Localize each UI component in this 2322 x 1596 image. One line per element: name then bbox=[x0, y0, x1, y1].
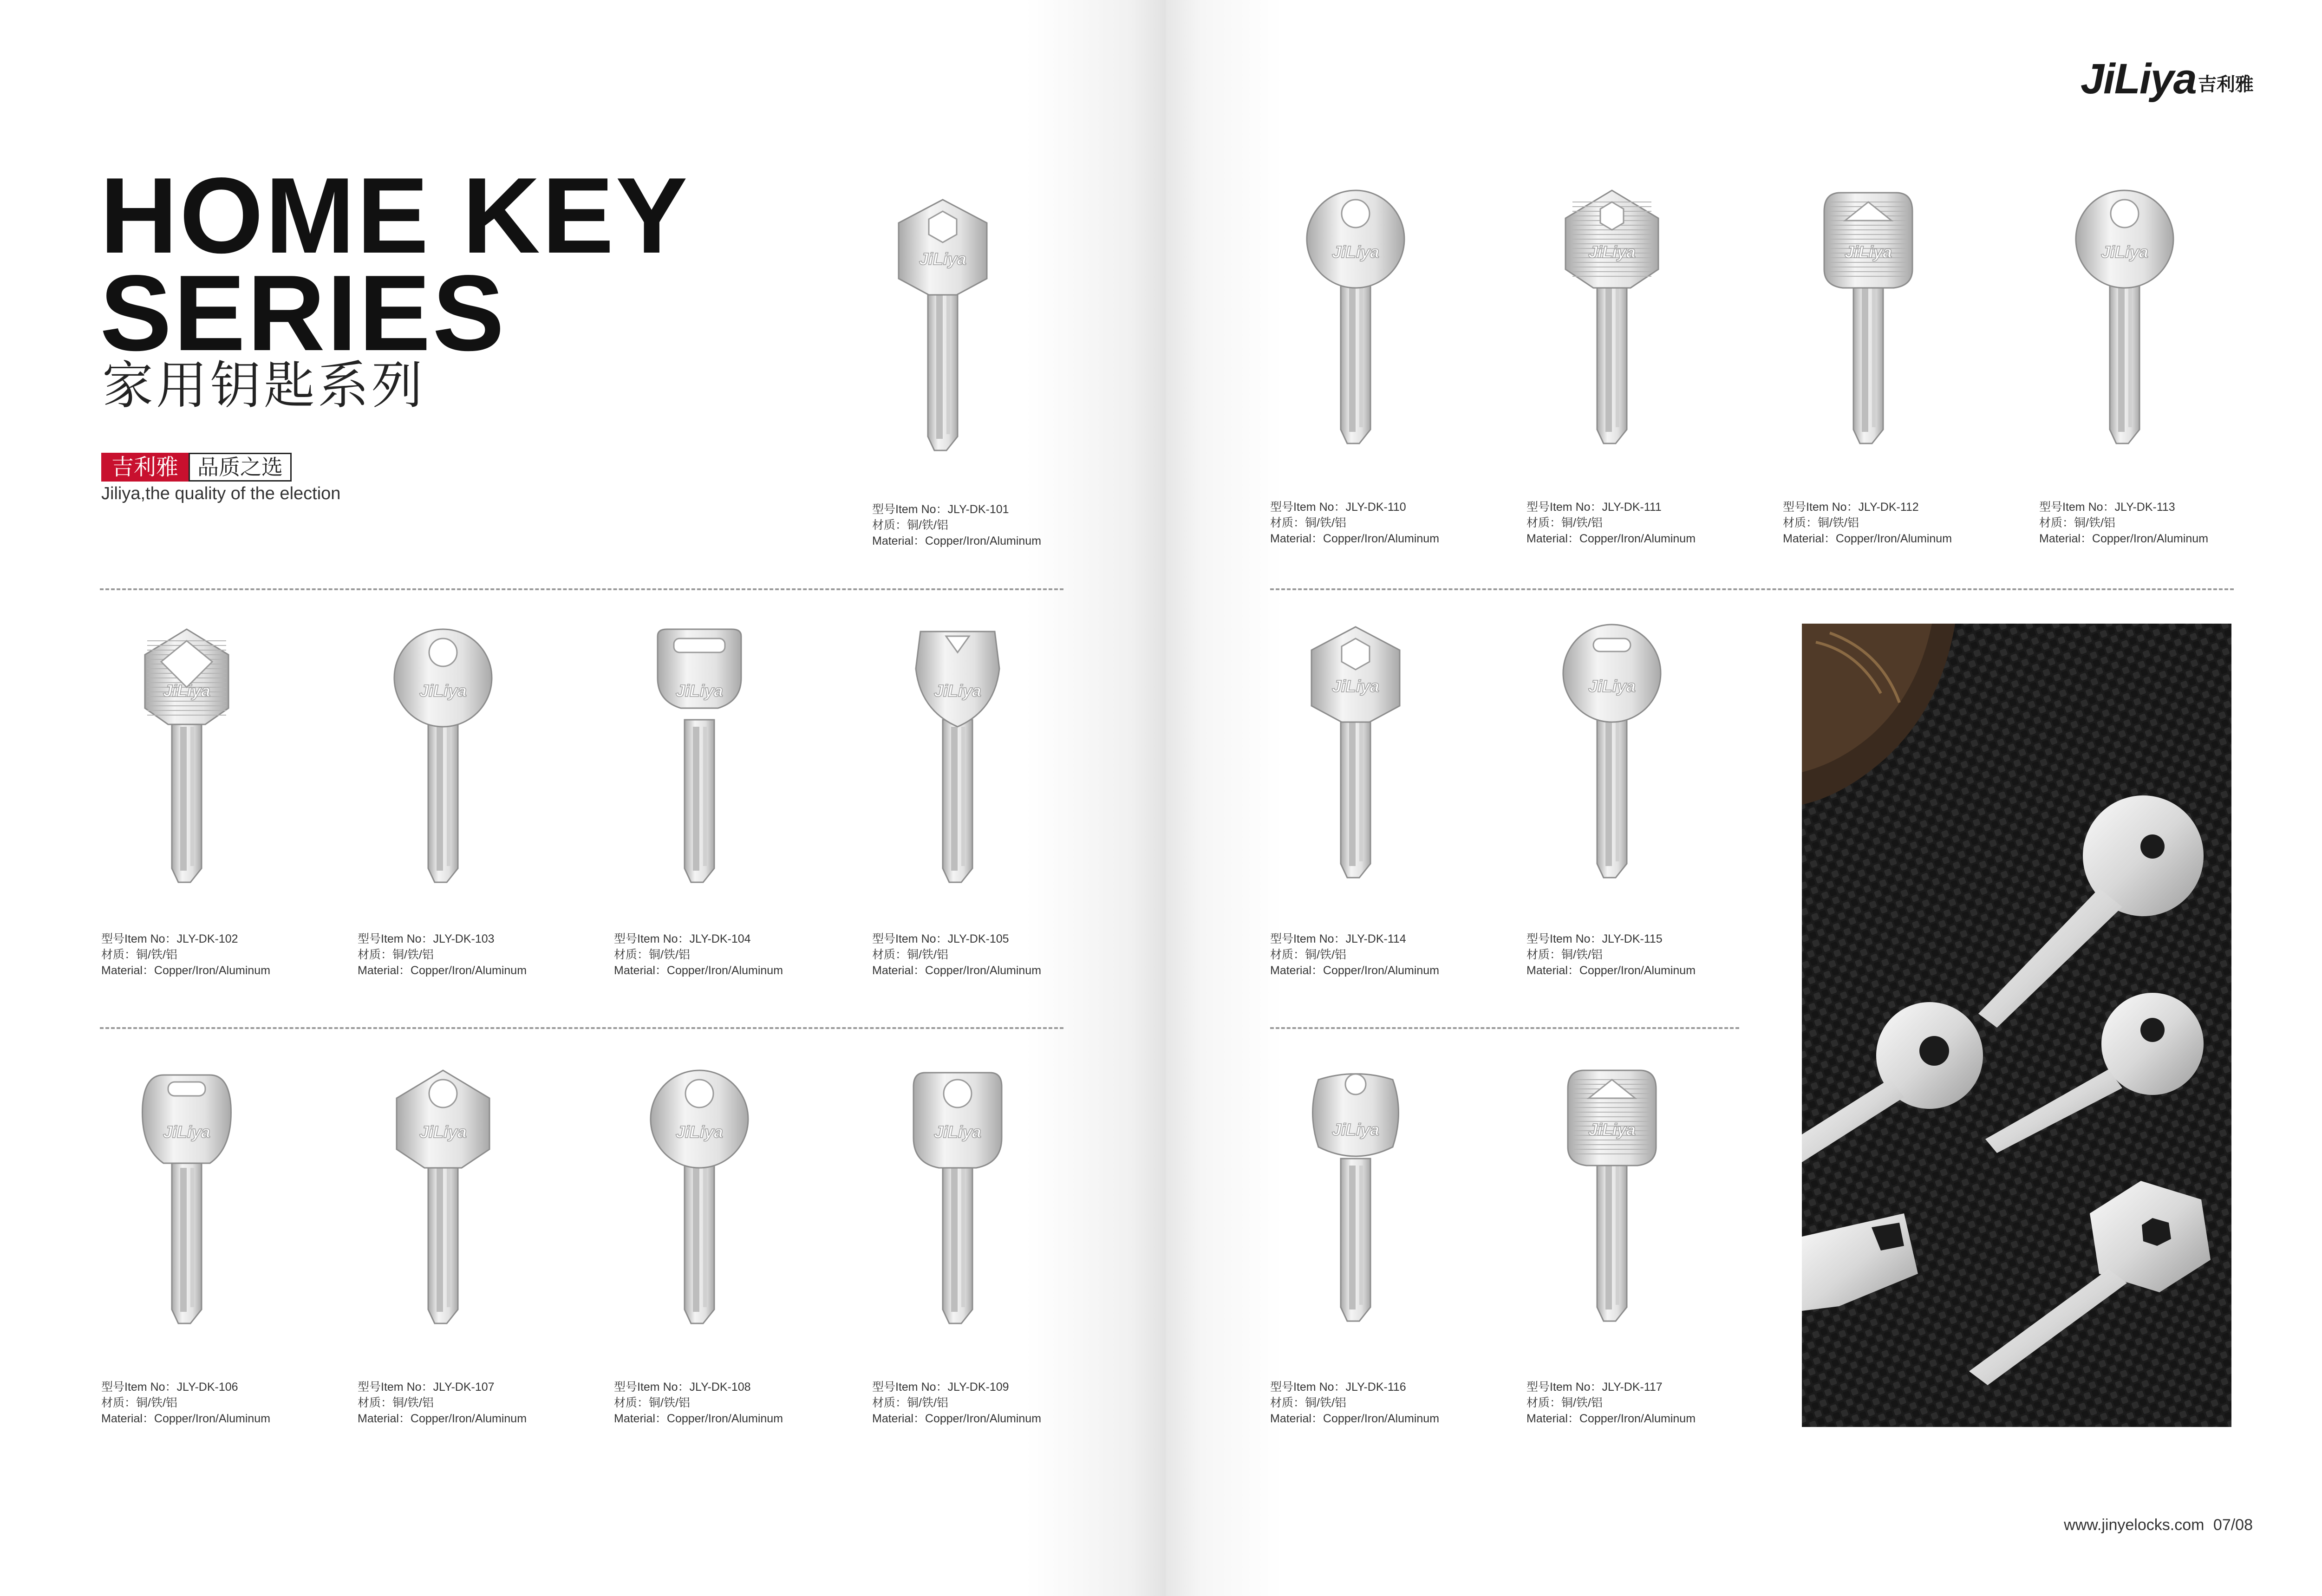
material-english: Material：Copper/Iron/Aluminum bbox=[2039, 532, 2209, 545]
footer-url: www.jinyelocks.com bbox=[2064, 1516, 2205, 1534]
product-caption bbox=[1270, 931, 1439, 978]
material-english: Material：Copper/Iron/Aluminum bbox=[1270, 532, 1440, 545]
material-chinese: 材质：铜/铁/铝 bbox=[358, 1396, 434, 1409]
key-blank-image bbox=[136, 1068, 238, 1328]
key-logo-mark: JiLiya bbox=[675, 1122, 724, 1141]
page-title-chinese: 家用钥匙系列 bbox=[102, 356, 425, 415]
key-blank-image bbox=[892, 195, 994, 455]
item-number: 型号Item No：JLY-DK-112 bbox=[1783, 501, 1919, 514]
key-blank-image bbox=[1304, 622, 1407, 882]
item-number: 型号Item No：JLY-DK-102 bbox=[101, 932, 238, 945]
material-english: Material：Copper/Iron/Aluminum bbox=[101, 964, 271, 977]
material-english: Material：Copper/Iron/Aluminum bbox=[358, 1412, 527, 1425]
product-caption bbox=[872, 931, 1041, 978]
key-blank-image bbox=[1817, 188, 1919, 448]
item-number: 型号Item No：JLY-DK-104 bbox=[614, 932, 751, 945]
key-logo-mark: JiLiya bbox=[1331, 242, 1380, 261]
material-chinese: 材质：铜/铁/铝 bbox=[1526, 516, 1603, 529]
product-caption bbox=[614, 931, 783, 978]
product-caption bbox=[1270, 1379, 1439, 1427]
material-english: Material：Copper/Iron/Aluminum bbox=[101, 1412, 271, 1425]
item-number: 型号Item No：JLY-DK-107 bbox=[358, 1381, 495, 1394]
product-caption bbox=[872, 1379, 1041, 1427]
item-number: 型号Item No：JLY-DK-109 bbox=[872, 1381, 1009, 1394]
product-caption bbox=[1526, 499, 1696, 547]
row-divider bbox=[100, 588, 1063, 590]
material-chinese: 材质：铜/铁/铝 bbox=[1526, 1396, 1603, 1409]
key-blank-image bbox=[392, 627, 494, 887]
key-logo-mark: JiLiya bbox=[419, 1122, 467, 1141]
material-chinese: 材质：铜/铁/铝 bbox=[101, 1396, 177, 1409]
key-logo-mark: JiLiya bbox=[1844, 242, 1892, 261]
product-caption bbox=[101, 931, 270, 978]
key-blank-image bbox=[907, 627, 1009, 887]
product-caption bbox=[358, 1379, 527, 1427]
material-chinese: 材质：铜/铁/铝 bbox=[614, 1396, 690, 1409]
product-caption bbox=[1526, 931, 1696, 978]
key-blank-image bbox=[1304, 1066, 1407, 1326]
item-number: 型号Item No：JLY-DK-115 bbox=[1526, 932, 1663, 945]
material-english: Material：Copper/Iron/Aluminum bbox=[1270, 964, 1440, 977]
brand-tag-name: 吉利雅 bbox=[101, 453, 189, 482]
material-english: Material：Copper/Iron/Aluminum bbox=[872, 1412, 1042, 1425]
product-caption bbox=[1783, 499, 1952, 547]
key-logo-mark: JiLiya bbox=[1331, 677, 1380, 696]
key-blank-image bbox=[2074, 188, 2176, 448]
item-number: 型号Item No：JLY-DK-117 bbox=[1526, 1381, 1663, 1394]
key-blank-image bbox=[1304, 188, 1407, 448]
key-logo-mark: JiLiya bbox=[933, 1122, 982, 1141]
material-chinese: 材质：铜/铁/铝 bbox=[872, 948, 948, 961]
title-line-1: HOME KEY bbox=[100, 156, 690, 276]
title-line-2: SERIES bbox=[100, 253, 506, 373]
key-logo-mark: JiLiya bbox=[675, 681, 724, 700]
item-number: 型号Item No：JLY-DK-111 bbox=[1526, 501, 1662, 514]
key-blank-image bbox=[136, 627, 238, 887]
key-logo-mark: JiLiya bbox=[1588, 677, 1636, 696]
brand-tag-slogan: 品质之选 bbox=[189, 453, 292, 482]
key-logo-mark: JiLiya bbox=[163, 1122, 211, 1141]
material-english: Material：Copper/Iron/Aluminum bbox=[1526, 1412, 1696, 1425]
product-photo-image bbox=[1802, 624, 2231, 1427]
row-divider bbox=[1270, 588, 2234, 590]
tagline: Jiliya,the quality of the election bbox=[101, 484, 341, 503]
key-logo-mark: JiLiya bbox=[1331, 1120, 1380, 1139]
key-blank-image bbox=[1561, 1066, 1663, 1326]
key-blank-image bbox=[392, 1068, 494, 1328]
key-logo-mark: JiLiya bbox=[1588, 1120, 1636, 1139]
material-chinese: 材质：铜/铁/铝 bbox=[1526, 948, 1603, 961]
key-blank-image bbox=[648, 627, 750, 887]
product-photo bbox=[1802, 624, 2231, 1427]
footer-page-number: 07/08 bbox=[2213, 1516, 2253, 1534]
key-blank-image bbox=[648, 1068, 750, 1328]
key-blank-image bbox=[1561, 188, 1663, 448]
row-divider bbox=[1270, 1027, 1739, 1029]
item-number: 型号Item No：JLY-DK-105 bbox=[872, 932, 1009, 945]
product-caption bbox=[1270, 499, 1439, 547]
brand-tag bbox=[101, 453, 292, 482]
material-english: Material：Copper/Iron/Aluminum bbox=[872, 534, 1042, 547]
key-logo-mark: JiLiya bbox=[2100, 242, 2149, 261]
material-english: Material：Copper/Iron/Aluminum bbox=[358, 964, 527, 977]
key-logo-mark: JiLiya bbox=[163, 681, 211, 700]
key-logo-mark: JiLiya bbox=[933, 681, 982, 700]
item-number: 型号Item No：JLY-DK-101 bbox=[872, 503, 1009, 516]
material-chinese: 材质：铜/铁/铝 bbox=[872, 1396, 948, 1409]
product-caption bbox=[2039, 499, 2208, 547]
item-number: 型号Item No：JLY-DK-114 bbox=[1270, 932, 1406, 945]
material-chinese: 材质：铜/铁/铝 bbox=[2039, 516, 2115, 529]
material-chinese: 材质：铜/铁/铝 bbox=[1270, 1396, 1346, 1409]
key-blank-image bbox=[1561, 622, 1663, 882]
item-number: 型号Item No：JLY-DK-116 bbox=[1270, 1381, 1406, 1394]
material-chinese: 材质：铜/铁/铝 bbox=[1270, 516, 1346, 529]
key-logo-mark: JiLiya bbox=[1588, 242, 1636, 261]
material-chinese: 材质：铜/铁/铝 bbox=[614, 948, 690, 961]
page-footer bbox=[2059, 1516, 2253, 1534]
material-chinese: 材质：铜/铁/铝 bbox=[101, 948, 177, 961]
key-blank-image bbox=[907, 1068, 1009, 1328]
product-caption bbox=[101, 1379, 270, 1427]
page-title bbox=[100, 156, 690, 373]
material-english: Material：Copper/Iron/Aluminum bbox=[1526, 532, 1696, 545]
key-logo-mark: JiLiya bbox=[919, 249, 967, 268]
item-number: 型号Item No：JLY-DK-103 bbox=[358, 932, 495, 945]
material-english: Material：Copper/Iron/Aluminum bbox=[614, 964, 783, 977]
item-number: 型号Item No：JLY-DK-110 bbox=[1270, 501, 1406, 514]
material-chinese: 材质：铜/铁/铝 bbox=[358, 948, 434, 961]
product-caption bbox=[358, 931, 527, 978]
material-chinese: 材质：铜/铁/铝 bbox=[1270, 948, 1346, 961]
row-divider bbox=[100, 1027, 1063, 1029]
brand-logo-chinese: 吉利雅 bbox=[2198, 74, 2254, 95]
material-english: Material：Copper/Iron/Aluminum bbox=[1270, 1412, 1440, 1425]
product-caption bbox=[1526, 1379, 1696, 1427]
material-english: Material：Copper/Iron/Aluminum bbox=[1783, 532, 1952, 545]
material-chinese: 材质：铜/铁/铝 bbox=[1783, 516, 1859, 529]
brand-logo-text: JiLiya bbox=[2081, 55, 2196, 103]
material-chinese: 材质：铜/铁/铝 bbox=[872, 519, 948, 532]
product-caption bbox=[614, 1379, 783, 1427]
brand-logo bbox=[2081, 55, 2254, 103]
key-logo-mark: JiLiya bbox=[419, 681, 467, 700]
item-number: 型号Item No：JLY-DK-108 bbox=[614, 1381, 751, 1394]
item-number: 型号Item No：JLY-DK-106 bbox=[101, 1381, 238, 1394]
item-number: 型号Item No：JLY-DK-113 bbox=[2039, 501, 2175, 514]
material-english: Material：Copper/Iron/Aluminum bbox=[614, 1412, 783, 1425]
material-english: Material：Copper/Iron/Aluminum bbox=[872, 964, 1042, 977]
material-english: Material：Copper/Iron/Aluminum bbox=[1526, 964, 1696, 977]
product-caption bbox=[872, 502, 1041, 549]
